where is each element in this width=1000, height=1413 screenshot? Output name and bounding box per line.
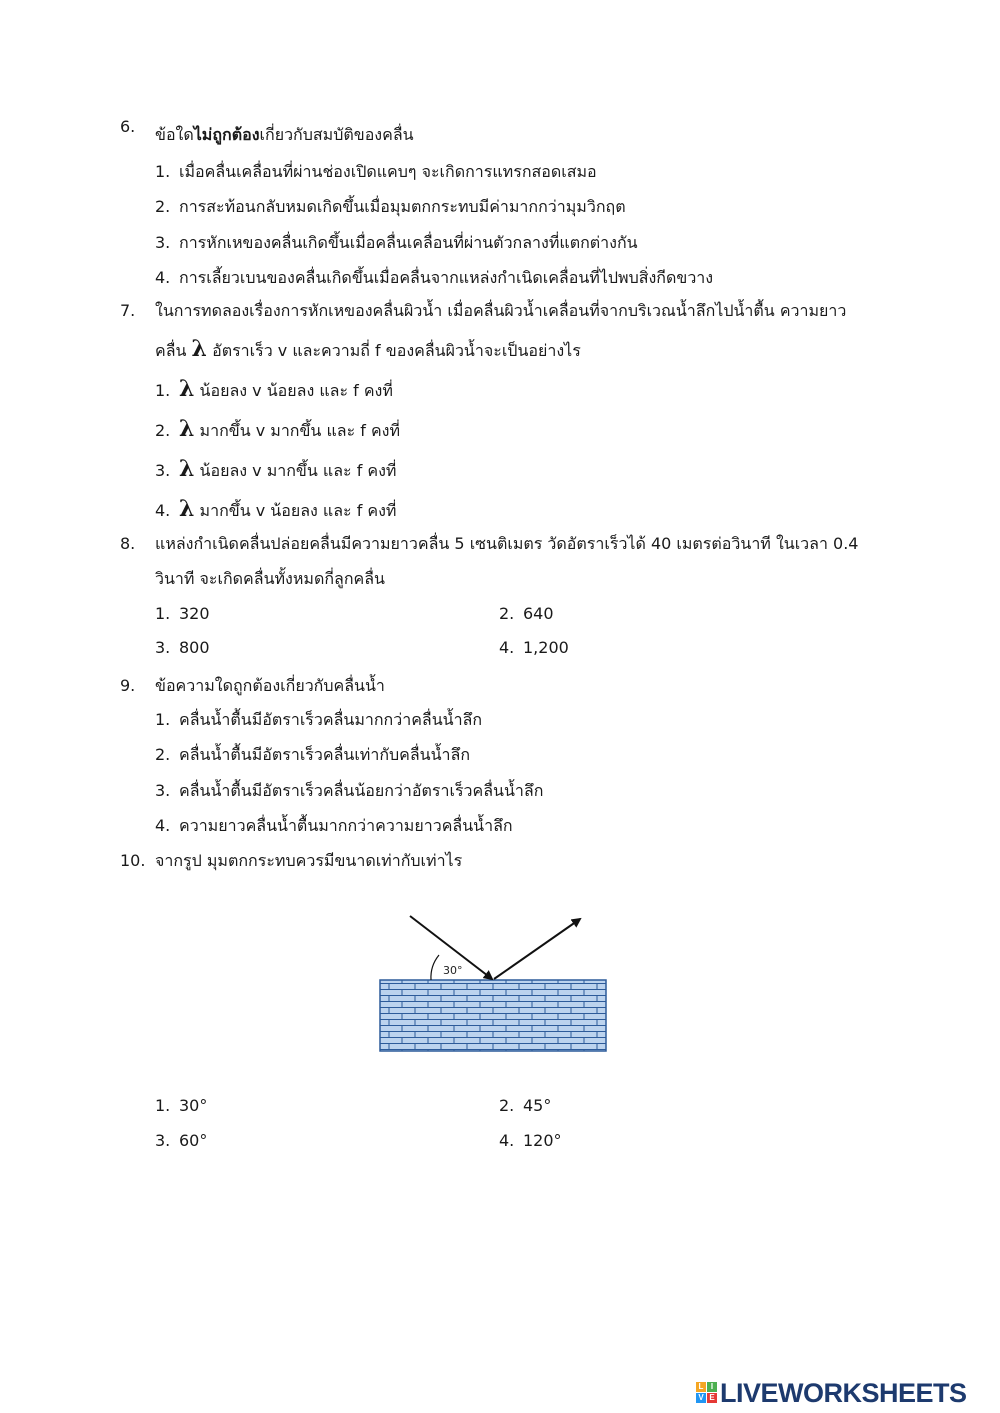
option-10-4[interactable]: 4. 120° xyxy=(499,1131,562,1150)
option-9-1[interactable]: 1. คลื่นน้ำตื้นมีอัตราเร็วคลื่นมากกว่าคลื่นน้ำลึก xyxy=(155,710,483,729)
option-6-4[interactable]: 4. การเลี้ยวเบนของคลื่นเกิดขึ้นเมื่อคลื่นจากแหล่งกำเนิดเคลื่อนที่ไปพบสิ่งกีดขวาง xyxy=(155,268,714,287)
liveworksheets-logo[interactable] xyxy=(696,1378,967,1408)
option-7-1[interactable]: 1. λ น้อยลง v น้อยลง และ f คงที่ xyxy=(155,376,393,402)
question-number: 6. xyxy=(120,117,136,136)
lambda-symbol: λ xyxy=(179,416,195,442)
option-9-2[interactable]: 2. คลื่นน้ำตื้นมีอัตราเร็วคลื่นเท่ากับคลื่นน้ำลึก xyxy=(155,745,471,764)
question-9 xyxy=(120,668,900,703)
lambda-symbol: λ xyxy=(179,496,195,522)
option-9-4[interactable]: 4. ความยาวคลื่นน้ำตื้นมากกว่าความยาวคลื่นน้ำลึก xyxy=(155,816,513,835)
reflected-ray xyxy=(494,919,580,979)
question-number: 10. xyxy=(120,851,146,870)
question-text: จากรูป มุมตกกระทบควรมีขนาดเท่ากับเท่าไร xyxy=(155,851,463,870)
question-6 xyxy=(120,117,900,152)
question-number: 9. xyxy=(120,676,136,695)
reflection-figure xyxy=(370,905,620,1060)
lambda-symbol: λ xyxy=(191,336,207,362)
option-7-3[interactable]: 3. λ น้อยลง v มากขึ้น และ f คงที่ xyxy=(155,456,397,482)
logo-text: LIVEWORKSHEETS xyxy=(720,1377,967,1408)
question-text: ในการทดลองเรื่องการหักเหของคลื่นผิวน้ำ เมื่อคลื่นผิวน้ำเคลื่อนที่จากบริเวณน้ำลึกไปน้ำตื้น ความยาว คลื่น λ อัตราเร็ว v และความถี่ f ของคลื่นผิวน้ำจะเป็นอย่างไร xyxy=(155,301,847,362)
option-8-4[interactable]: 4. 1,200 xyxy=(499,638,569,657)
option-8-2[interactable]: 2. 640 xyxy=(499,604,554,623)
lambda-symbol: λ xyxy=(179,376,195,402)
option-6-2[interactable]: 2. การสะท้อนกลับหมดเกิดขึ้นเมื่อมุมตกกระทบมีค่ามากกว่ามุมวิกฤต xyxy=(155,197,626,216)
option-7-2[interactable]: 2. λ มากขึ้น v มากขึ้น และ f คงที่ xyxy=(155,416,401,442)
question-number: 8. xyxy=(120,534,136,553)
question-text: แหล่งกำเนิดคลื่นปล่อยคลื่นมีความยาวคลื่น 5 เซนติเมตร วัดอัตราเร็วได้ 40 เมตรต่อวินาที ในเวลา 0.4 วินาที จะเกิดคลื่นทั้งหมดกี่ลูกคลื่น xyxy=(155,534,859,588)
option-6-1[interactable]: 1. เมื่อคลื่นเคลื่อนที่ผ่านช่องเปิดแคบๆ จะเกิดการแทรกสอดเสมอ xyxy=(155,162,597,181)
logo-mark-icon: L I V E xyxy=(696,1382,718,1404)
question-text: ข้อความใดถูกต้องเกี่ยวกับคลื่นน้ำ xyxy=(155,676,385,695)
question-7 xyxy=(120,293,900,368)
option-10-3[interactable]: 3. 60° xyxy=(155,1131,208,1150)
option-7-4[interactable]: 4. λ มากขึ้น v น้อยลง และ f คงที่ xyxy=(155,496,397,522)
brick-wall xyxy=(380,980,606,1051)
question-10 xyxy=(120,843,900,878)
option-10-2[interactable]: 2. 45° xyxy=(499,1096,552,1115)
option-8-1[interactable]: 1. 320 xyxy=(155,604,210,623)
option-10-1[interactable]: 1. 30° xyxy=(155,1096,208,1115)
option-9-3[interactable]: 3. คลื่นน้ำตื้นมีอัตราเร็วคลื่นน้อยกว่าอัตราเร็วคลื่นน้ำลึก xyxy=(155,781,544,800)
lambda-symbol: λ xyxy=(179,456,195,482)
emphasis-text: ไม่ถูกต้อง xyxy=(193,125,260,144)
angle-label: 30° xyxy=(443,964,463,977)
question-number: 7. xyxy=(120,301,136,320)
question-text: ข้อใดไม่ถูกต้องเกี่ยวกับสมบัติของคลื่น xyxy=(155,125,414,144)
question-8 xyxy=(120,526,900,596)
option-8-3[interactable]: 3. 800 xyxy=(155,638,210,657)
angle-arc xyxy=(431,955,439,980)
option-6-3[interactable]: 3. การหักเหของคลื่นเกิดขึ้นเมื่อคลื่นเคลื่อนที่ผ่านตัวกลางที่แตกต่างกัน xyxy=(155,233,638,252)
